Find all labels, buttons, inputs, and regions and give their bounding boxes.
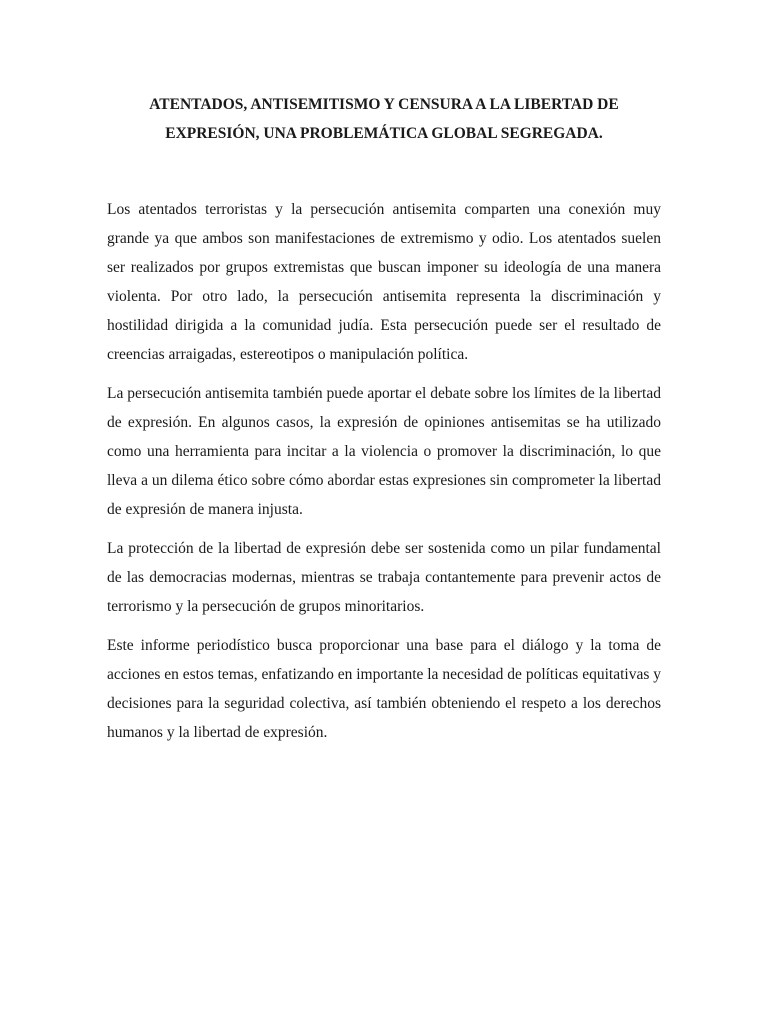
- title-line-2: EXPRESIÓN, UNA PROBLEMÁTICA GLOBAL SEGREGADA.: [165, 125, 603, 142]
- paragraph-2: La persecución antisemita también puede aportar el debate sobre los límites de la libertad de expresión. En algunos casos, la expresión de opiniones antisemitas se ha utilizado como una herramienta para incitar a la violencia o promover la discriminación, lo que lleva a un dilema ético sobre cómo abordar estas expresiones sin comprometer la libertad de expresión de manera injusta.: [107, 385, 661, 518]
- document-title: [107, 90, 661, 148]
- title-line-1: ATENTADOS, ANTISEMITISMO Y CENSURA A LA LIBERTAD DE: [149, 96, 619, 113]
- paragraph-3: La protección de la libertad de expresión debe ser sostenida como un pilar fundamental de las democracias modernas, mientras se trabaja contantemente para prevenir actos de terrorismo y la persecución de grupos minoritarios.: [107, 540, 661, 615]
- document-body: [107, 195, 661, 757]
- paragraph-4: Este informe periodístico busca proporcionar una base para el diálogo y la toma de acciones en estos temas, enfatizando en importante la necesidad de políticas equitativas y decisiones para la seguridad colectiva, así también obteniendo el respeto a los derechos humanos y la libertad de expresión.: [107, 637, 661, 741]
- paragraph-1: Los atentados terroristas y la persecución antisemita comparten una conexión muy grande ya que ambos son manifestaciones de extremismo y odio. Los atentados suelen ser realizados por grupos extremistas que buscan imponer su ideología de una manera violenta. Por otro lado, la persecución antisemita representa la discriminación y hostilidad dirigida a la comunidad judía. Esta persecución puede ser el resultado de creencias arraigadas, estereotipos o manipulación política.: [107, 201, 661, 363]
